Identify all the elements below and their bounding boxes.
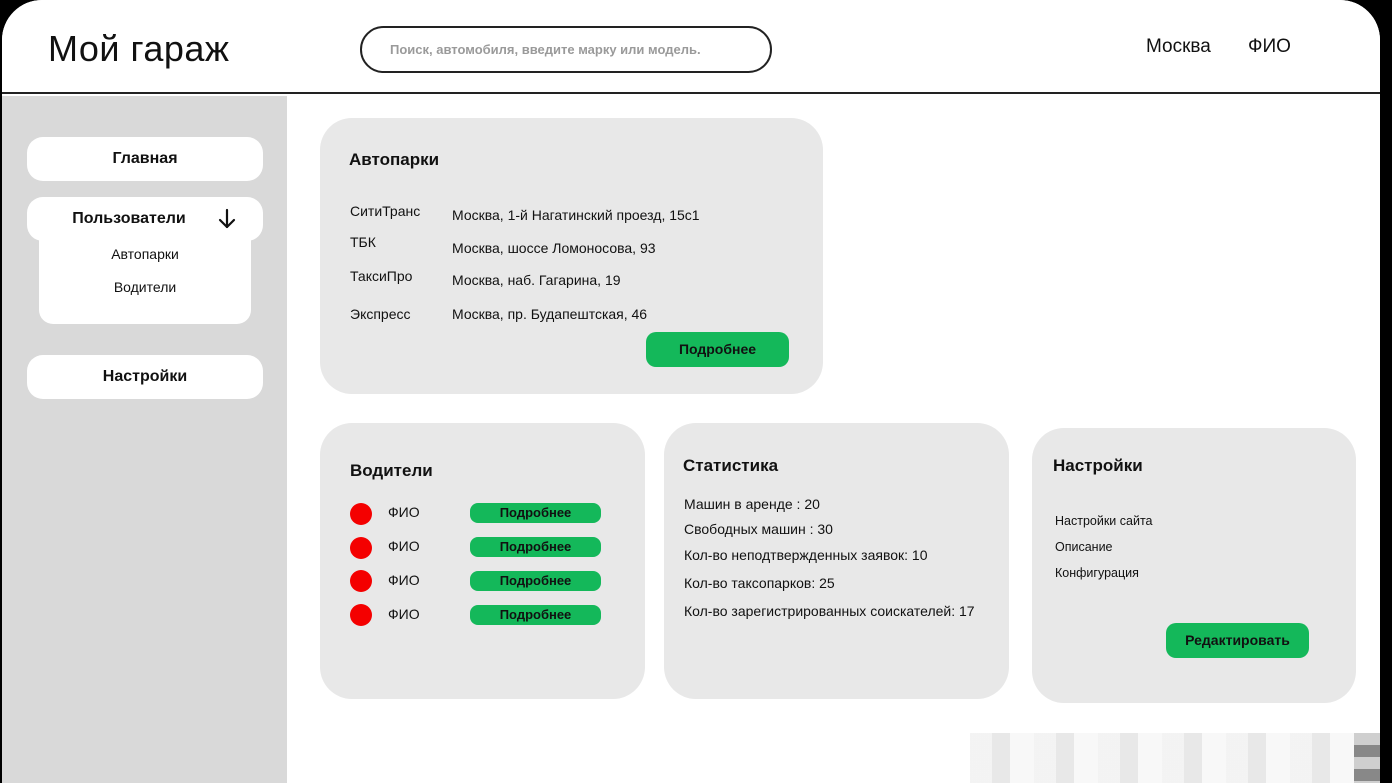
fleet-name: ТаксиПро [350, 268, 413, 284]
sidebar [2, 96, 287, 783]
driver-name: ФИО [388, 538, 420, 554]
driver-name: ФИО [388, 504, 420, 520]
fleets-card-title: Автопарки [349, 150, 440, 169]
driver-more-button[interactable]: Подробнее [470, 503, 601, 523]
drivers-card [320, 423, 645, 699]
user-profile-link[interactable]: ФИО [1248, 36, 1291, 57]
fleet-name: СитиТранс [350, 203, 421, 219]
sidebar-subitem-drivers[interactable]: Водители [113, 279, 177, 295]
sidebar-item-users-label: Пользователи [72, 210, 186, 227]
status-dot-icon [350, 537, 372, 559]
stats-card-title: Статистика [683, 456, 779, 475]
status-dot-icon [350, 604, 372, 626]
stat-line: Кол-во таксопарков: 25 [684, 575, 835, 591]
status-dot-icon [350, 503, 372, 525]
fleet-address: Москва, наб. Гагарина, 19 [452, 272, 621, 288]
arrow-down-icon [217, 208, 237, 230]
fleets-card [320, 118, 823, 394]
settings-card-title: Настройки [1053, 456, 1143, 475]
driver-more-button[interactable]: Подробнее [470, 537, 601, 557]
city-selector[interactable]: Москва [1146, 36, 1211, 57]
sidebar-item-settings[interactable]: Настройки [27, 355, 263, 399]
edit-button[interactable]: Редактировать [1166, 623, 1309, 658]
sidebar-item-users[interactable] [27, 197, 263, 241]
stats-card [664, 423, 1009, 699]
fleet-address: Москва, пр. Будапештская, 46 [452, 306, 648, 322]
search-input[interactable]: Поиск, автомобиля, введите марку или модель. [360, 26, 772, 73]
settings-item-configuration[interactable]: Конфигурация [1055, 566, 1139, 580]
app-window [2, 0, 1380, 783]
stat-line: Свободных машин : 30 [684, 521, 833, 537]
fleet-address: Москва, 1-й Нагатинский проезд, 15с1 [452, 207, 700, 223]
settings-item-site[interactable]: Настройки сайта [1055, 514, 1153, 528]
driver-more-button[interactable]: Подробнее [470, 571, 601, 591]
driver-name: ФИО [388, 572, 420, 588]
top-header [2, 0, 1380, 94]
settings-card [1032, 428, 1356, 703]
fleet-name: Экспресс [350, 306, 411, 322]
fleet-name: ТБК [350, 234, 376, 250]
driver-name: ФИО [388, 606, 420, 622]
stat-line: Кол-во зарегистрированных соискателей: 17 [684, 603, 975, 619]
status-dot-icon [350, 570, 372, 592]
drivers-card-title: Водители [350, 461, 433, 480]
stat-line: Машин в аренде : 20 [684, 496, 820, 512]
driver-more-button[interactable]: Подробнее [470, 605, 601, 625]
stat-line: Кол-во неподтвержденных заявок: 10 [684, 547, 928, 563]
settings-item-description[interactable]: Описание [1055, 540, 1113, 554]
sidebar-subitem-fleets[interactable]: Автопарки [111, 246, 179, 262]
app-title: Мой гараж [48, 28, 230, 69]
sidebar-item-main[interactable]: Главная [27, 137, 263, 181]
fleets-more-button[interactable]: Подробнее [646, 332, 789, 367]
blurred-watermark [970, 733, 1380, 783]
blurred-watermark-edge [1354, 733, 1380, 783]
fleet-address: Москва, шоссе Ломоносова, 93 [452, 240, 656, 256]
